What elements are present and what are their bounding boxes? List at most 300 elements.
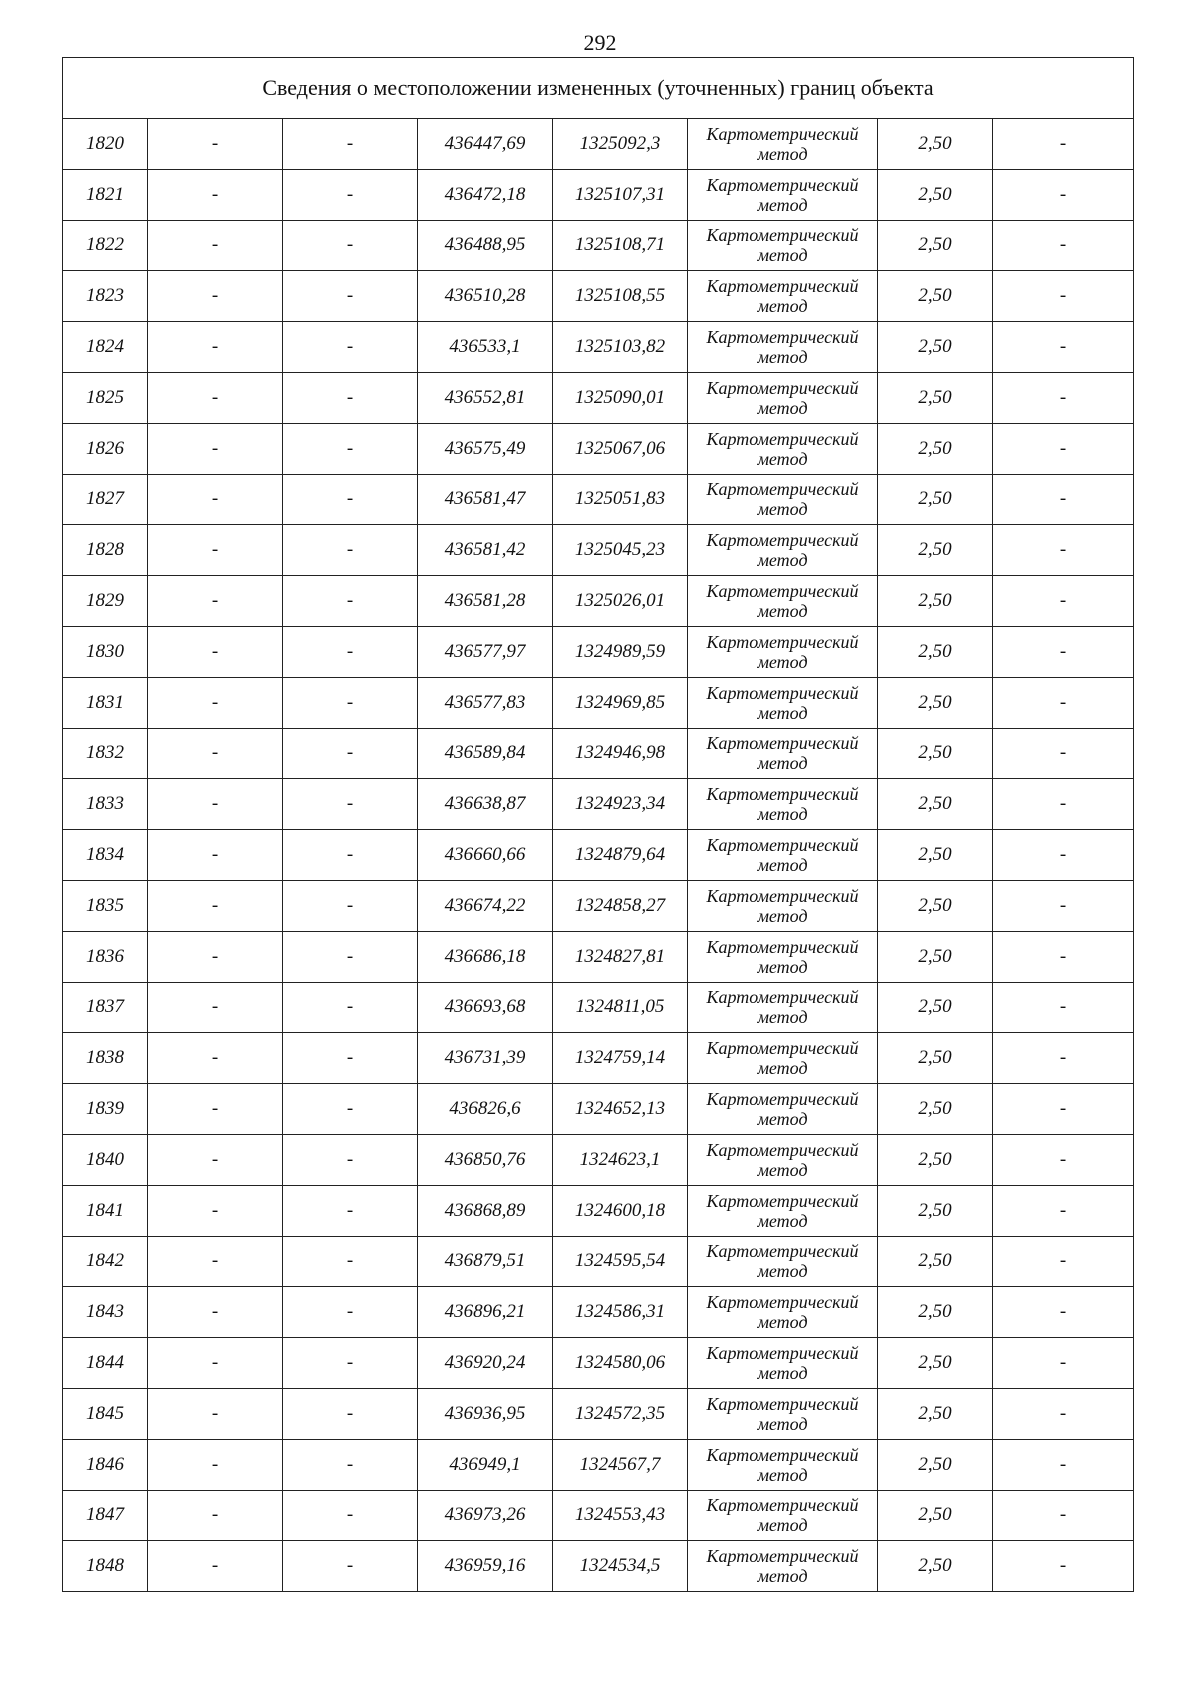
method-cell — [688, 1439, 878, 1490]
table-caption-row — [63, 58, 1134, 119]
x-coordinate-cell: 436896,21 — [418, 1287, 553, 1338]
accuracy-cell: 2,50 — [878, 576, 993, 627]
empty-dash-cell: - — [283, 372, 418, 423]
point-number-cell: 1845 — [63, 1388, 148, 1439]
empty-dash-cell: - — [283, 830, 418, 881]
method-line: Картометрический — [706, 733, 859, 754]
method-line: метод — [757, 448, 808, 469]
method-cell — [688, 1185, 878, 1236]
page-number: 292 — [583, 30, 617, 55]
x-coordinate-cell: 436510,28 — [418, 271, 553, 322]
empty-dash-cell: - — [148, 728, 283, 779]
empty-dash-cell: - — [283, 1287, 418, 1338]
empty-dash-cell: - — [148, 220, 283, 271]
x-coordinate-cell: 436577,97 — [418, 626, 553, 677]
accuracy-cell: 2,50 — [878, 677, 993, 728]
point-number-cell: 1844 — [63, 1338, 148, 1389]
empty-dash-cell: - — [993, 1541, 1134, 1592]
y-coordinate-cell: 1325026,01 — [553, 576, 688, 627]
point-number-cell: 1841 — [63, 1185, 148, 1236]
x-coordinate-cell: 436731,39 — [418, 1033, 553, 1084]
empty-dash-cell: - — [993, 1084, 1134, 1135]
x-coordinate-cell: 436850,76 — [418, 1134, 553, 1185]
method-line: метод — [757, 1566, 808, 1587]
empty-dash-cell: - — [283, 677, 418, 728]
empty-dash-cell: - — [148, 372, 283, 423]
point-number-cell: 1840 — [63, 1134, 148, 1185]
table-row — [63, 1287, 1134, 1338]
method-cell — [688, 880, 878, 931]
empty-dash-cell: - — [993, 1439, 1134, 1490]
empty-dash-cell: - — [993, 220, 1134, 271]
method-line: метод — [757, 1312, 808, 1333]
empty-dash-cell: - — [148, 474, 283, 525]
method-line: метод — [757, 1515, 808, 1536]
table-row — [63, 779, 1134, 830]
method-line: Картометрический — [706, 327, 859, 348]
empty-dash-cell: - — [283, 1338, 418, 1389]
empty-dash-cell: - — [993, 322, 1134, 373]
empty-dash-cell: - — [993, 119, 1134, 170]
method-line: метод — [757, 651, 808, 672]
method-line: Картометрический — [706, 885, 859, 906]
method-cell — [688, 1490, 878, 1541]
method-line: Картометрический — [706, 835, 859, 856]
x-coordinate-cell: 436552,81 — [418, 372, 553, 423]
x-coordinate-cell: 436575,49 — [418, 423, 553, 474]
accuracy-cell: 2,50 — [878, 525, 993, 576]
empty-dash-cell: - — [148, 1084, 283, 1135]
method-cell — [688, 626, 878, 677]
method-line: метод — [757, 499, 808, 520]
x-coordinate-cell: 436488,95 — [418, 220, 553, 271]
point-number-cell: 1846 — [63, 1439, 148, 1490]
empty-dash-cell: - — [148, 119, 283, 170]
empty-dash-cell: - — [148, 677, 283, 728]
empty-dash-cell: - — [148, 1185, 283, 1236]
empty-dash-cell: - — [283, 1185, 418, 1236]
table-row — [63, 1490, 1134, 1541]
y-coordinate-cell: 1324946,98 — [553, 728, 688, 779]
empty-dash-cell: - — [148, 1490, 283, 1541]
x-coordinate-cell: 436589,84 — [418, 728, 553, 779]
point-number-cell: 1832 — [63, 728, 148, 779]
accuracy-cell: 2,50 — [878, 1490, 993, 1541]
method-line: Картометрический — [706, 1139, 859, 1160]
empty-dash-cell: - — [283, 1236, 418, 1287]
table-body — [63, 119, 1134, 1592]
point-number-cell: 1848 — [63, 1541, 148, 1592]
empty-dash-cell: - — [283, 525, 418, 576]
empty-dash-cell: - — [993, 525, 1134, 576]
x-coordinate-cell: 436472,18 — [418, 169, 553, 220]
empty-dash-cell: - — [283, 1490, 418, 1541]
table-row — [63, 1541, 1134, 1592]
empty-dash-cell: - — [148, 525, 283, 576]
x-coordinate-cell: 436949,1 — [418, 1439, 553, 1490]
method-line: Картометрический — [706, 276, 859, 297]
empty-dash-cell: - — [283, 576, 418, 627]
y-coordinate-cell: 1325092,3 — [553, 119, 688, 170]
x-coordinate-cell: 436868,89 — [418, 1185, 553, 1236]
y-coordinate-cell: 1324534,5 — [553, 1541, 688, 1592]
method-line: Картометрический — [706, 1241, 859, 1262]
empty-dash-cell: - — [283, 1134, 418, 1185]
x-coordinate-cell: 436693,68 — [418, 982, 553, 1033]
method-cell — [688, 271, 878, 322]
y-coordinate-cell: 1324969,85 — [553, 677, 688, 728]
y-coordinate-cell: 1325045,23 — [553, 525, 688, 576]
x-coordinate-cell: 436447,69 — [418, 119, 553, 170]
method-line: метод — [757, 1363, 808, 1384]
y-coordinate-cell: 1324600,18 — [553, 1185, 688, 1236]
empty-dash-cell: - — [283, 626, 418, 677]
y-coordinate-cell: 1325108,71 — [553, 220, 688, 271]
method-cell — [688, 830, 878, 881]
method-line: метод — [757, 956, 808, 977]
x-coordinate-cell: 436581,47 — [418, 474, 553, 525]
table-row — [63, 626, 1134, 677]
empty-dash-cell: - — [283, 220, 418, 271]
boundary-coordinates-table — [62, 57, 1134, 1592]
empty-dash-cell: - — [283, 1033, 418, 1084]
point-number-cell: 1820 — [63, 119, 148, 170]
empty-dash-cell: - — [283, 119, 418, 170]
table-row — [63, 880, 1134, 931]
y-coordinate-cell: 1325051,83 — [553, 474, 688, 525]
method-line: Картометрический — [706, 428, 859, 449]
empty-dash-cell: - — [993, 1490, 1134, 1541]
method-line: Картометрический — [706, 123, 859, 144]
point-number-cell: 1834 — [63, 830, 148, 881]
empty-dash-cell: - — [283, 1541, 418, 1592]
empty-dash-cell: - — [283, 423, 418, 474]
x-coordinate-cell: 436660,66 — [418, 830, 553, 881]
empty-dash-cell: - — [993, 423, 1134, 474]
method-line: Картометрический — [706, 225, 859, 246]
y-coordinate-cell: 1325067,06 — [553, 423, 688, 474]
empty-dash-cell: - — [993, 271, 1134, 322]
table-row — [63, 372, 1134, 423]
method-cell — [688, 931, 878, 982]
y-coordinate-cell: 1325108,55 — [553, 271, 688, 322]
table-row — [63, 931, 1134, 982]
point-number-cell: 1835 — [63, 880, 148, 931]
table-row — [63, 1033, 1134, 1084]
table-row — [63, 1185, 1134, 1236]
empty-dash-cell: - — [993, 982, 1134, 1033]
empty-dash-cell: - — [993, 626, 1134, 677]
y-coordinate-cell: 1324623,1 — [553, 1134, 688, 1185]
method-cell — [688, 1236, 878, 1287]
empty-dash-cell: - — [283, 1084, 418, 1135]
point-number-cell: 1842 — [63, 1236, 148, 1287]
method-line: метод — [757, 347, 808, 368]
y-coordinate-cell: 1324858,27 — [553, 880, 688, 931]
y-coordinate-cell: 1324759,14 — [553, 1033, 688, 1084]
accuracy-cell: 2,50 — [878, 169, 993, 220]
point-number-cell: 1843 — [63, 1287, 148, 1338]
accuracy-cell: 2,50 — [878, 880, 993, 931]
y-coordinate-cell: 1324580,06 — [553, 1338, 688, 1389]
point-number-cell: 1827 — [63, 474, 148, 525]
method-line: Картометрический — [706, 1292, 859, 1313]
method-line: Картометрический — [706, 987, 859, 1008]
accuracy-cell: 2,50 — [878, 1338, 993, 1389]
empty-dash-cell: - — [148, 322, 283, 373]
empty-dash-cell: - — [148, 1033, 283, 1084]
empty-dash-cell: - — [283, 779, 418, 830]
table-row — [63, 830, 1134, 881]
empty-dash-cell: - — [283, 931, 418, 982]
table-row — [63, 474, 1134, 525]
empty-dash-cell: - — [283, 982, 418, 1033]
x-coordinate-cell: 436638,87 — [418, 779, 553, 830]
x-coordinate-cell: 436581,28 — [418, 576, 553, 627]
empty-dash-cell: - — [148, 1287, 283, 1338]
method-line: Картометрический — [706, 581, 859, 602]
accuracy-cell: 2,50 — [878, 931, 993, 982]
method-cell — [688, 1388, 878, 1439]
method-line: метод — [757, 1007, 808, 1028]
accuracy-cell: 2,50 — [878, 271, 993, 322]
y-coordinate-cell: 1325107,31 — [553, 169, 688, 220]
empty-dash-cell: - — [993, 1033, 1134, 1084]
accuracy-cell: 2,50 — [878, 1439, 993, 1490]
empty-dash-cell: - — [148, 779, 283, 830]
x-coordinate-cell: 436959,16 — [418, 1541, 553, 1592]
y-coordinate-cell: 1324811,05 — [553, 982, 688, 1033]
table-row — [63, 271, 1134, 322]
accuracy-cell: 2,50 — [878, 1185, 993, 1236]
method-line: метод — [757, 1210, 808, 1231]
empty-dash-cell: - — [148, 830, 283, 881]
empty-dash-cell: - — [148, 271, 283, 322]
method-line: Картометрический — [706, 1190, 859, 1211]
empty-dash-cell: - — [283, 169, 418, 220]
method-line: Картометрический — [706, 784, 859, 805]
empty-dash-cell: - — [283, 880, 418, 931]
method-cell — [688, 169, 878, 220]
empty-dash-cell: - — [283, 1388, 418, 1439]
empty-dash-cell: - — [993, 830, 1134, 881]
method-line: Картометрический — [706, 682, 859, 703]
method-cell — [688, 982, 878, 1033]
y-coordinate-cell: 1325090,01 — [553, 372, 688, 423]
accuracy-cell: 2,50 — [878, 1287, 993, 1338]
accuracy-cell: 2,50 — [878, 1541, 993, 1592]
method-line: метод — [757, 1413, 808, 1434]
table-row — [63, 322, 1134, 373]
y-coordinate-cell: 1324572,35 — [553, 1388, 688, 1439]
y-coordinate-cell: 1324923,34 — [553, 779, 688, 830]
method-line: метод — [757, 397, 808, 418]
empty-dash-cell: - — [993, 677, 1134, 728]
empty-dash-cell: - — [993, 1134, 1134, 1185]
point-number-cell: 1833 — [63, 779, 148, 830]
method-cell — [688, 1084, 878, 1135]
method-line: Картометрический — [706, 479, 859, 500]
method-cell — [688, 576, 878, 627]
accuracy-cell: 2,50 — [878, 119, 993, 170]
accuracy-cell: 2,50 — [878, 1388, 993, 1439]
empty-dash-cell: - — [148, 1236, 283, 1287]
method-cell — [688, 677, 878, 728]
table-row — [63, 1338, 1134, 1389]
point-number-cell: 1836 — [63, 931, 148, 982]
y-coordinate-cell: 1324652,13 — [553, 1084, 688, 1135]
x-coordinate-cell: 436973,26 — [418, 1490, 553, 1541]
table-row — [63, 982, 1134, 1033]
method-line: метод — [757, 296, 808, 317]
point-number-cell: 1829 — [63, 576, 148, 627]
table-caption: Сведения о местоположении измененных (уточненных) границ объекта — [63, 58, 1134, 119]
empty-dash-cell: - — [148, 169, 283, 220]
method-line: метод — [757, 855, 808, 876]
table-row — [63, 677, 1134, 728]
method-line: Картометрический — [706, 530, 859, 551]
method-cell — [688, 779, 878, 830]
method-line: метод — [757, 702, 808, 723]
empty-dash-cell: - — [993, 1388, 1134, 1439]
table-row — [63, 1134, 1134, 1185]
method-line: Картометрический — [706, 1546, 859, 1567]
accuracy-cell: 2,50 — [878, 322, 993, 373]
method-cell — [688, 525, 878, 576]
method-line: метод — [757, 550, 808, 571]
table-row — [63, 119, 1134, 170]
empty-dash-cell: - — [993, 779, 1134, 830]
accuracy-cell: 2,50 — [878, 474, 993, 525]
method-cell — [688, 372, 878, 423]
table-row — [63, 1439, 1134, 1490]
method-line: Картометрический — [706, 1089, 859, 1110]
point-number-cell: 1823 — [63, 271, 148, 322]
empty-dash-cell: - — [993, 576, 1134, 627]
table-row — [63, 220, 1134, 271]
point-number-cell: 1821 — [63, 169, 148, 220]
method-line: метод — [757, 1261, 808, 1282]
accuracy-cell: 2,50 — [878, 1033, 993, 1084]
method-line: Картометрический — [706, 1495, 859, 1516]
method-line: метод — [757, 601, 808, 622]
table-row — [63, 423, 1134, 474]
method-cell — [688, 1338, 878, 1389]
empty-dash-cell: - — [148, 626, 283, 677]
empty-dash-cell: - — [993, 1236, 1134, 1287]
empty-dash-cell: - — [283, 474, 418, 525]
accuracy-cell: 2,50 — [878, 423, 993, 474]
accuracy-cell: 2,50 — [878, 1134, 993, 1185]
y-coordinate-cell: 1324827,81 — [553, 931, 688, 982]
table-row — [63, 1236, 1134, 1287]
point-number-cell: 1822 — [63, 220, 148, 271]
empty-dash-cell: - — [283, 1439, 418, 1490]
point-number-cell: 1830 — [63, 626, 148, 677]
empty-dash-cell: - — [993, 880, 1134, 931]
accuracy-cell: 2,50 — [878, 830, 993, 881]
method-line: метод — [757, 245, 808, 266]
method-line: Картометрический — [706, 936, 859, 957]
method-line: метод — [757, 1464, 808, 1485]
x-coordinate-cell: 436826,6 — [418, 1084, 553, 1135]
method-line: метод — [757, 905, 808, 926]
x-coordinate-cell: 436581,42 — [418, 525, 553, 576]
empty-dash-cell: - — [148, 576, 283, 627]
point-number-cell: 1828 — [63, 525, 148, 576]
method-cell — [688, 728, 878, 779]
method-line: Картометрический — [706, 1038, 859, 1059]
method-line: метод — [757, 1058, 808, 1079]
accuracy-cell: 2,50 — [878, 220, 993, 271]
x-coordinate-cell: 436879,51 — [418, 1236, 553, 1287]
point-number-cell: 1838 — [63, 1033, 148, 1084]
method-line: Картометрический — [706, 377, 859, 398]
empty-dash-cell: - — [283, 322, 418, 373]
empty-dash-cell: - — [148, 1541, 283, 1592]
point-number-cell: 1826 — [63, 423, 148, 474]
method-line: метод — [757, 194, 808, 215]
accuracy-cell: 2,50 — [878, 1084, 993, 1135]
accuracy-cell: 2,50 — [878, 982, 993, 1033]
method-line: метод — [757, 1159, 808, 1180]
y-coordinate-cell: 1325103,82 — [553, 322, 688, 373]
empty-dash-cell: - — [148, 1134, 283, 1185]
method-line: Картометрический — [706, 174, 859, 195]
accuracy-cell: 2,50 — [878, 626, 993, 677]
method-line: метод — [757, 1109, 808, 1130]
y-coordinate-cell: 1324586,31 — [553, 1287, 688, 1338]
empty-dash-cell: - — [283, 728, 418, 779]
accuracy-cell: 2,50 — [878, 372, 993, 423]
accuracy-cell: 2,50 — [878, 728, 993, 779]
empty-dash-cell: - — [993, 728, 1134, 779]
accuracy-cell: 2,50 — [878, 1236, 993, 1287]
table-row — [63, 525, 1134, 576]
method-line: Картометрический — [706, 1343, 859, 1364]
point-number-cell: 1825 — [63, 372, 148, 423]
method-cell — [688, 322, 878, 373]
point-number-cell: 1837 — [63, 982, 148, 1033]
empty-dash-cell: - — [148, 880, 283, 931]
method-cell — [688, 220, 878, 271]
table-row — [63, 169, 1134, 220]
x-coordinate-cell: 436920,24 — [418, 1338, 553, 1389]
y-coordinate-cell: 1324567,7 — [553, 1439, 688, 1490]
empty-dash-cell: - — [148, 1388, 283, 1439]
x-coordinate-cell: 436533,1 — [418, 322, 553, 373]
empty-dash-cell: - — [148, 982, 283, 1033]
empty-dash-cell: - — [148, 1338, 283, 1389]
method-cell — [688, 1134, 878, 1185]
method-line: метод — [757, 753, 808, 774]
empty-dash-cell: - — [993, 169, 1134, 220]
point-number-cell: 1847 — [63, 1490, 148, 1541]
empty-dash-cell: - — [993, 1287, 1134, 1338]
empty-dash-cell: - — [283, 271, 418, 322]
method-cell — [688, 1287, 878, 1338]
table-row — [63, 728, 1134, 779]
method-cell — [688, 1541, 878, 1592]
table-row — [63, 1084, 1134, 1135]
empty-dash-cell: - — [993, 474, 1134, 525]
x-coordinate-cell: 436674,22 — [418, 880, 553, 931]
point-number-cell: 1824 — [63, 322, 148, 373]
empty-dash-cell: - — [993, 1185, 1134, 1236]
empty-dash-cell: - — [148, 931, 283, 982]
method-line: метод — [757, 143, 808, 164]
method-line: метод — [757, 804, 808, 825]
